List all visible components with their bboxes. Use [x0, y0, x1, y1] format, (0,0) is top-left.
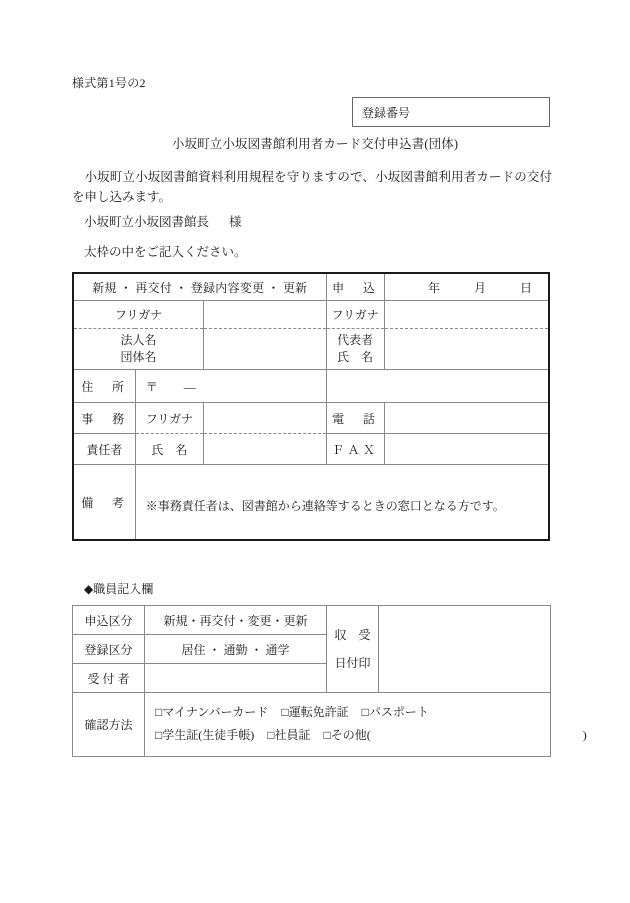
checkbox-drivers-license[interactable]: □ [281, 705, 289, 719]
table-row-application-type [73, 606, 551, 635]
option-label-other: その他( [330, 728, 371, 743]
checkbox-passport[interactable]: □ [361, 705, 369, 719]
office-name-label: 氏 名 [135, 434, 203, 465]
verification-method-label: 確認方法 [73, 693, 145, 757]
table-row-office-name [73, 434, 549, 465]
receipt-stamp-label-line2: 日付印 [334, 656, 371, 670]
furigana-input-right[interactable] [384, 301, 549, 329]
application-date-label: 申 込 [326, 273, 384, 301]
registration-number-box[interactable] [352, 97, 550, 127]
address-input[interactable] [326, 370, 549, 403]
date-day-label: 日 [519, 280, 532, 295]
staff-entry-table [72, 605, 587, 757]
applicant-table [72, 272, 550, 541]
addressee-line [84, 212, 242, 230]
date-month-label: 月 [473, 280, 486, 295]
checkbox-employee-id[interactable]: □ [267, 728, 275, 743]
form-number: 様式第1号の2 [72, 76, 146, 90]
document-title: 小坂町立小坂図書館利用者カード交付申込書(団体) [171, 137, 459, 151]
postal-dash: — [183, 379, 196, 394]
tel-input[interactable] [384, 403, 549, 434]
furigana-label-left: フリガナ [73, 301, 204, 329]
option-label-mynumber-card: マイナンバーカード [162, 705, 269, 719]
table-row-furigana [73, 301, 549, 329]
representative-label-line1: 代表者 [337, 332, 374, 347]
office-manager-label-line1: 事 務 [73, 403, 135, 434]
instruction-line: 太枠の中をご記入ください。 [84, 245, 247, 259]
office-furigana-input[interactable] [204, 403, 327, 434]
verification-options-row-1 [155, 701, 550, 724]
table-row-verification [73, 693, 551, 757]
representative-name-input[interactable] [384, 329, 549, 370]
table-row-remarks [73, 465, 549, 541]
date-year-label: 年 [427, 280, 440, 295]
table-row-office-furigana [73, 403, 549, 434]
receiver-input[interactable] [145, 664, 327, 693]
remarks-note-text: ※事務責任者は、図書館から連絡等するときの窓口となる方です。 [145, 498, 505, 513]
staff-section-heading: ◆職員記入欄 [84, 582, 154, 596]
address-label: 住 所 [73, 370, 135, 403]
corporate-name-label-line1: 法人名 [120, 332, 157, 347]
tel-label: 電 話 [326, 403, 384, 434]
furigana-label-right: フリガナ [326, 301, 384, 329]
addressee-name: 小坂町立小坂図書館長 [84, 215, 210, 229]
checkbox-other[interactable]: □ [323, 728, 331, 743]
registration-number-label: 登録番号 [362, 106, 411, 120]
option-label-employee-id: 社員証 [274, 728, 311, 743]
representative-label-line2: 氏 名 [337, 350, 374, 364]
postal-code-input[interactable] [135, 370, 326, 403]
furigana-input-left[interactable] [204, 301, 327, 329]
corporate-name-label-line2: 団体名 [120, 350, 157, 364]
addressee-honorific: 様 [229, 215, 242, 229]
remarks-label: 備 考 [73, 465, 135, 541]
option-label-drivers-license: 運転免許証 [288, 705, 349, 719]
representative-label [326, 329, 384, 370]
receipt-stamp-label [327, 606, 379, 693]
checkbox-student-id[interactable]: □ [155, 728, 163, 743]
fax-input[interactable] [384, 434, 549, 465]
corporate-name-input[interactable] [204, 329, 327, 370]
application-kind-cell[interactable]: 新規 ・ 再交付 ・ 登録内容変更 ・ 更新 [73, 273, 326, 301]
office-manager-label-line2: 責任者 [73, 434, 135, 465]
option-label-student-id: 学生証(生徒手帳) [162, 728, 255, 743]
application-type-value[interactable]: 新規・再交付・変更・更新 [145, 606, 327, 635]
verification-method-options[interactable] [145, 693, 587, 757]
registration-type-label: 登録区分 [73, 635, 145, 664]
table-row-address [73, 370, 549, 403]
option-other-close-paren: ) [582, 728, 587, 743]
receiver-label: 受 付 者 [73, 664, 145, 693]
remarks-input[interactable] [135, 465, 549, 541]
corporate-name-label [73, 329, 204, 370]
office-name-input[interactable] [204, 434, 327, 465]
fax-label: ＦＡＸ [326, 434, 384, 465]
receipt-stamp-label-line1: 収 受 [334, 627, 371, 642]
receipt-stamp-area[interactable] [379, 606, 551, 693]
option-label-passport: パスポート [368, 705, 429, 719]
checkbox-mynumber-card[interactable]: □ [155, 705, 163, 719]
registration-type-value[interactable]: 居住 ・ 通勤 ・ 通学 [145, 635, 327, 664]
verification-options-row-2 [155, 724, 587, 747]
office-furigana-label: フリガナ [135, 403, 203, 434]
table-row-names [73, 329, 549, 370]
postal-mark-icon: 〒 [145, 379, 158, 394]
application-type-label: 申込区分 [73, 606, 145, 635]
table-row-application-kind [73, 273, 549, 301]
application-date-cell[interactable] [384, 273, 549, 301]
intro-paragraph: 小坂町立小坂図書館資料利用規程を守りますので、小坂図書館利用者カードの交付を申し込みます。 [72, 170, 552, 205]
